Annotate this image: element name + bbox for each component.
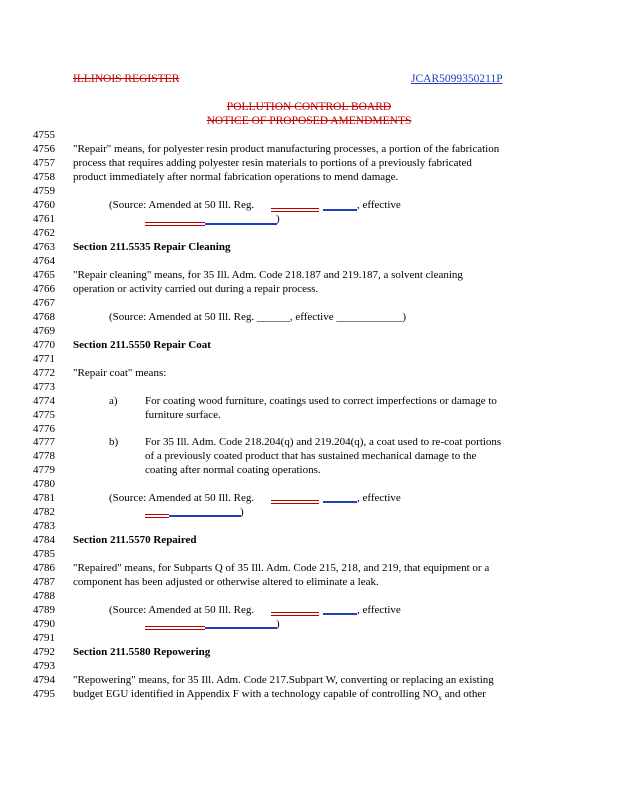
line-number: 4775	[33, 409, 55, 421]
header-notice: NOTICE OF PROPOSED AMENDMENTS	[206, 115, 412, 127]
deleted-blank	[145, 514, 169, 518]
line-number: 4768	[33, 311, 55, 323]
line-4763	[0, 240, 618, 254]
line-4777	[0, 435, 618, 449]
line-number: 4773	[33, 381, 55, 393]
line-4771	[0, 352, 618, 366]
line-number: 4770	[33, 339, 55, 351]
deleted-blank	[145, 626, 205, 630]
inserted-blank	[205, 627, 277, 629]
item-a-line-1: For coating wood furniture, coatings used to correct imperfections or damage to	[145, 395, 497, 407]
header-jcar-id: JCAR5099350211P	[411, 73, 503, 85]
line-4765	[0, 268, 618, 282]
line-number: 4786	[33, 562, 55, 574]
line-number: 4755	[33, 129, 55, 141]
line-4773	[0, 380, 618, 394]
close-paren: )	[276, 618, 280, 630]
header-board: POLLUTION CONTROL BOARD	[226, 101, 392, 113]
close-paren: )	[240, 506, 244, 518]
line-4756	[0, 142, 618, 156]
repowering-line-1: "Repowering" means, for 35 Ill. Adm. Code 217.Subpart W, converting or replacing an existing	[73, 674, 494, 686]
line-4794	[0, 673, 618, 687]
line-number: 4758	[33, 171, 55, 183]
source-note: (Source: Amended at 50 Ill. Reg.	[109, 199, 255, 211]
line-number: 4788	[33, 590, 55, 602]
line-number: 4779	[33, 464, 55, 476]
line-4758	[0, 170, 618, 184]
line-number: 4794	[33, 674, 55, 686]
line-number: 4764	[33, 255, 55, 267]
inserted-blank	[323, 501, 357, 503]
effective-label: , effective	[357, 604, 401, 616]
line-4784	[0, 533, 618, 547]
line-number: 4790	[33, 618, 55, 630]
repowering-text-b: and other	[441, 688, 486, 700]
line-number: 4772	[33, 367, 55, 379]
line-number: 4795	[33, 688, 55, 700]
source-note: (Source: Amended at 50 Ill. Reg.	[109, 604, 255, 616]
line-number: 4783	[33, 520, 55, 532]
line-4775	[0, 408, 618, 422]
line-number: 4782	[33, 506, 55, 518]
repair-definition-line-3: product immediately after normal fabrication operations to mend damage.	[73, 171, 399, 183]
line-number: 4766	[33, 283, 55, 295]
item-label-b: b)	[109, 436, 119, 448]
line-number: 4763	[33, 241, 55, 253]
line-number: 4784	[33, 534, 55, 546]
line-4755	[0, 128, 618, 142]
line-4772	[0, 366, 618, 380]
line-4792	[0, 645, 618, 659]
line-4783	[0, 519, 618, 533]
line-4790	[0, 617, 618, 631]
line-number: 4757	[33, 157, 55, 169]
line-number: 4762	[33, 227, 55, 239]
line-4768	[0, 310, 618, 324]
line-4769	[0, 324, 618, 338]
deleted-blank	[271, 612, 319, 616]
line-4779	[0, 463, 618, 477]
inserted-blank	[205, 223, 277, 225]
repair-coat-intro: "Repair coat" means:	[73, 367, 167, 379]
line-number: 4759	[33, 185, 55, 197]
section-heading-5535: Section 211.5535 Repair Cleaning	[73, 241, 231, 253]
line-4780	[0, 477, 618, 491]
line-number: 4791	[33, 632, 55, 644]
line-number: 4793	[33, 660, 55, 672]
line-number: 4781	[33, 492, 55, 504]
line-number: 4756	[33, 143, 55, 155]
line-4785	[0, 547, 618, 561]
item-a-line-2: furniture surface.	[145, 409, 221, 421]
line-4774	[0, 394, 618, 408]
line-4795	[0, 687, 618, 701]
line-number: 4761	[33, 213, 55, 225]
line-4788	[0, 589, 618, 603]
inserted-blank	[323, 613, 357, 615]
line-number: 4778	[33, 450, 55, 462]
deleted-blank	[271, 500, 319, 504]
repaired-line-1: "Repaired" means, for Subparts Q of 35 Ill. Adm. Code 215, 218, and 219, that equipment or a	[73, 562, 490, 574]
section-heading-5570: Section 211.5570 Repaired	[73, 534, 197, 546]
item-b-line-3: coating after normal coating operations.	[145, 464, 321, 476]
line-4787	[0, 575, 618, 589]
inserted-blank	[169, 515, 241, 517]
line-number: 4787	[33, 576, 55, 588]
line-4786	[0, 561, 618, 575]
line-4761	[0, 212, 618, 226]
line-number: 4765	[33, 269, 55, 281]
repair-cleaning-line-2: operation or activity carried out during a repair process.	[73, 283, 319, 295]
effective-label: , effective	[357, 199, 401, 211]
line-number: 4774	[33, 395, 55, 407]
line-4766	[0, 282, 618, 296]
repowering-text-a: budget EGU identified in Appendix F with a technology capable of controlling NO	[73, 688, 439, 700]
line-number: 4777	[33, 436, 55, 448]
line-4778	[0, 449, 618, 463]
repair-definition-line-2: process that requires adding polyester resin materials to portions of a previously fabricated	[73, 157, 472, 169]
item-label-a: a)	[109, 395, 118, 407]
effective-label: , effective	[357, 492, 401, 504]
line-4770	[0, 338, 618, 352]
inserted-blank	[323, 209, 357, 211]
repowering-line-2	[73, 687, 486, 705]
line-4762	[0, 226, 618, 240]
close-paren: )	[276, 213, 280, 225]
line-number: 4771	[33, 353, 55, 365]
nox-subscript: x	[438, 694, 442, 703]
line-4767	[0, 296, 618, 310]
line-4776	[0, 422, 618, 436]
repair-definition-line-1: "Repair" means, for polyester resin product manufacturing processes, a portion of the fabrication	[73, 143, 500, 155]
line-number: 4789	[33, 604, 55, 616]
repaired-line-2: component has been adjusted or otherwise altered to eliminate a leak.	[73, 576, 379, 588]
line-number: 4769	[33, 325, 55, 337]
line-number: 4760	[33, 199, 55, 211]
line-number: 4792	[33, 646, 55, 658]
section-heading-5550: Section 211.5550 Repair Coat	[73, 339, 211, 351]
line-number: 4776	[33, 423, 55, 435]
section-heading-5580: Section 211.5580 Repowering	[73, 646, 211, 658]
source-note: (Source: Amended at 50 Ill. Reg.	[109, 492, 255, 504]
line-number: 4785	[33, 548, 55, 560]
line-4759	[0, 184, 618, 198]
line-4793	[0, 659, 618, 673]
repair-cleaning-line-1: "Repair cleaning" means, for 35 Ill. Adm. Code 218.187 and 219.187, a solvent cleaning	[73, 269, 463, 281]
line-4764	[0, 254, 618, 268]
line-number: 4780	[33, 478, 55, 490]
header-register: ILLINOIS REGISTER	[73, 73, 180, 85]
source-note: (Source: Amended at 50 Ill. Reg. ______, effective ____________)	[109, 311, 407, 323]
item-b-line-2: of a previously coated product that has sustained mechanical damage to the	[145, 450, 477, 462]
item-b-line-1: For 35 Ill. Adm. Code 218.204(q) and 219.204(q), a coat used to re-coat portions	[145, 436, 502, 448]
line-4791	[0, 631, 618, 645]
line-4782	[0, 505, 618, 519]
line-number: 4767	[33, 297, 55, 309]
line-4757	[0, 156, 618, 170]
